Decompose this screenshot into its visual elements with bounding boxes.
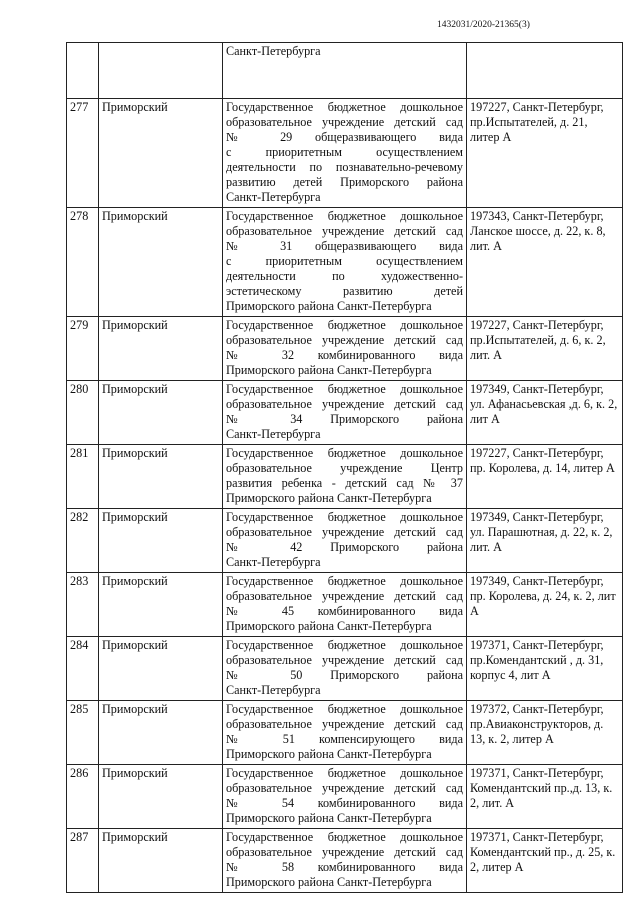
address-cell: 197371, Санкт-Петербург, Комендантский пр., д. 25, к. 2, литер А [467, 829, 623, 893]
institution-name-line: образовательное учреждение детский сад [226, 115, 463, 129]
institution-name-line: образовательное учреждение детский сад [226, 781, 463, 795]
institution-name-cell [223, 99, 467, 208]
institution-name-line: образовательное учреждение детский сад [226, 397, 463, 411]
institution-name-line: образовательное учреждение детский сад [226, 333, 463, 347]
district-cell: Приморский [99, 509, 223, 573]
institution-name-line: Государственное бюджетное дошкольное [226, 574, 463, 588]
institution-name-cell [223, 445, 467, 509]
institution-name-line: деятельности по художественно- [226, 269, 463, 283]
institution-name-line: Приморского района Санкт-Петербурга [226, 811, 432, 825]
institution-name-line: Приморского района Санкт-Петербурга [226, 619, 432, 633]
institution-name-line: Санкт-Петербурга [226, 683, 321, 697]
row-number-cell: 283 [67, 573, 99, 637]
address-cell: 197227, Санкт-Петербург, пр.Испытателей, д. 21, литер А [467, 99, 623, 208]
row-number-cell [67, 43, 99, 99]
district-cell: Приморский [99, 445, 223, 509]
address-cell: 197227, Санкт-Петербург, пр. Королева, д. 14, литер А [467, 445, 623, 509]
institution-name-cell [223, 509, 467, 573]
district-cell: Приморский [99, 208, 223, 317]
institution-name-line: Государственное бюджетное дошкольное [226, 318, 463, 332]
district-cell: Приморский [99, 99, 223, 208]
institution-name-line: Государственное бюджетное дошкольное [226, 638, 463, 652]
row-number-cell: 287 [67, 829, 99, 893]
table-row [67, 573, 623, 637]
institution-name-line: Государственное бюджетное дошкольное [226, 446, 463, 460]
table-row [67, 765, 623, 829]
institution-name-line: Приморского района Санкт-Петербурга [226, 875, 432, 889]
row-number-cell: 280 [67, 381, 99, 445]
institution-name-line: Санкт-Петербурга [226, 427, 321, 441]
institution-name-line: образовательное учреждение детский сад [226, 525, 463, 539]
table-row [67, 445, 623, 509]
row-number-cell: 284 [67, 637, 99, 701]
address-cell: 197349, Санкт-Петербург, ул. Парашютная, д. 22, к. 2, лит. А [467, 509, 623, 573]
institution-name-line: развития ребенка - детский сад № 37 [226, 476, 463, 490]
row-number-cell: 285 [67, 701, 99, 765]
institution-name-line: Государственное бюджетное дошкольное [226, 382, 463, 396]
institution-name-line: с приоритетным осуществлением [226, 254, 463, 268]
institution-name-line: Государственное бюджетное дошкольное [226, 100, 463, 114]
table-row [67, 208, 623, 317]
institution-name-line: образовательное учреждение детский сад [226, 845, 463, 859]
table-row [67, 509, 623, 573]
row-number-cell: 282 [67, 509, 99, 573]
institution-name-line: Государственное бюджетное дошкольное [226, 702, 463, 716]
institution-name-line: Государственное бюджетное дошкольное [226, 766, 463, 780]
district-cell: Приморский [99, 701, 223, 765]
row-number-cell: 278 [67, 208, 99, 317]
institution-name-cell [223, 317, 467, 381]
table-row [67, 381, 623, 445]
institution-name-line: развитию детей Приморского района [226, 175, 463, 189]
table-row [67, 99, 623, 208]
institution-name-cell [223, 637, 467, 701]
institution-name-line: № 32 комбинированного вида [226, 348, 463, 362]
institution-name-line: № 45 комбинированного вида [226, 604, 463, 618]
table-row [67, 637, 623, 701]
address-cell: 197343, Санкт-Петербург, Ланское шоссе, д. 22, к. 8, лит. А [467, 208, 623, 317]
document-number: 1432031/2020-21365(3) [437, 20, 530, 30]
table-row [67, 317, 623, 381]
district-cell: Приморский [99, 381, 223, 445]
table-row [67, 829, 623, 893]
institution-name-line: образовательное учреждение детский сад [226, 653, 463, 667]
institution-name-line: Государственное бюджетное дошкольное [226, 830, 463, 844]
institution-name-line: № 54 комбинированного вида [226, 796, 463, 810]
row-number-cell: 277 [67, 99, 99, 208]
institution-name-line: № 29 общеразвивающего вида [226, 130, 463, 144]
institution-name-line: с приоритетным осуществлением [226, 145, 463, 159]
address-cell: 197227, Санкт-Петербург, пр.Испытателей, д. 6, к. 2, лит. А [467, 317, 623, 381]
address-cell: 197349, Санкт-Петербург, пр. Королева, д. 24, к. 2, лит А [467, 573, 623, 637]
institution-name-cell [223, 573, 467, 637]
institution-name-line: № 51 компенсирующего вида [226, 732, 463, 746]
institution-name-line: № 42 Приморского района [226, 540, 463, 554]
row-number-cell: 286 [67, 765, 99, 829]
institution-name-line: Санкт-Петербурга [226, 555, 321, 569]
institution-name-line: Приморского района Санкт-Петербурга [226, 747, 432, 761]
institution-name-cell [223, 765, 467, 829]
institution-name-line: Государственное бюджетное дошкольное [226, 209, 463, 223]
institution-name-line: № 31 общеразвивающего вида [226, 239, 463, 253]
address-cell [467, 43, 623, 99]
institution-name-line: № 34 Приморского района [226, 412, 463, 426]
address-cell: 197372, Санкт-Петербург, пр.Авиаконструкторов, д. 13, к. 2, литер А [467, 701, 623, 765]
institution-name-cell [223, 829, 467, 893]
district-cell [99, 43, 223, 99]
institution-name-line: Приморского района Санкт-Петербурга [226, 299, 432, 313]
district-cell: Приморский [99, 637, 223, 701]
district-cell: Приморский [99, 765, 223, 829]
district-cell: Приморский [99, 573, 223, 637]
institution-name-line: образовательное учреждение детский сад [226, 717, 463, 731]
institution-name-line: деятельности по познавательно-речевому [226, 160, 463, 174]
row-number-cell: 279 [67, 317, 99, 381]
institutions-table [66, 42, 623, 893]
institution-name-cell: Санкт-Петербурга [223, 43, 467, 99]
table-row-continued [67, 43, 623, 99]
institution-name-cell [223, 701, 467, 765]
institution-name-line: Приморского района Санкт-Петербурга [226, 363, 432, 377]
institution-name-cell [223, 381, 467, 445]
institution-name-line: № 58 комбинированного вида [226, 860, 463, 874]
address-cell: 197371, Санкт-Петербург, Комендантский пр.,д. 13, к. 2, лит. А [467, 765, 623, 829]
institution-name-line: Санкт-Петербурга [226, 190, 321, 204]
address-cell: 197349, Санкт-Петербург, ул. Афанасьевская ,д. 6, к. 2, лит А [467, 381, 623, 445]
table-row [67, 701, 623, 765]
district-cell: Приморский [99, 829, 223, 893]
institution-name-line: образовательное учреждение Центр [226, 461, 463, 475]
institution-name-line: образовательное учреждение детский сад [226, 589, 463, 603]
institution-name-line: Государственное бюджетное дошкольное [226, 510, 463, 524]
institution-name-cell [223, 208, 467, 317]
address-cell: 197371, Санкт-Петербург, пр.Комендантский , д. 31, корпус 4, лит А [467, 637, 623, 701]
institution-name-line: Приморского района Санкт-Петербурга [226, 491, 432, 505]
institution-name-line: эстетическому развитию детей [226, 284, 463, 298]
institution-name-line: образовательное учреждение детский сад [226, 224, 463, 238]
institution-name-line: № 50 Приморского района [226, 668, 463, 682]
district-cell: Приморский [99, 317, 223, 381]
row-number-cell: 281 [67, 445, 99, 509]
